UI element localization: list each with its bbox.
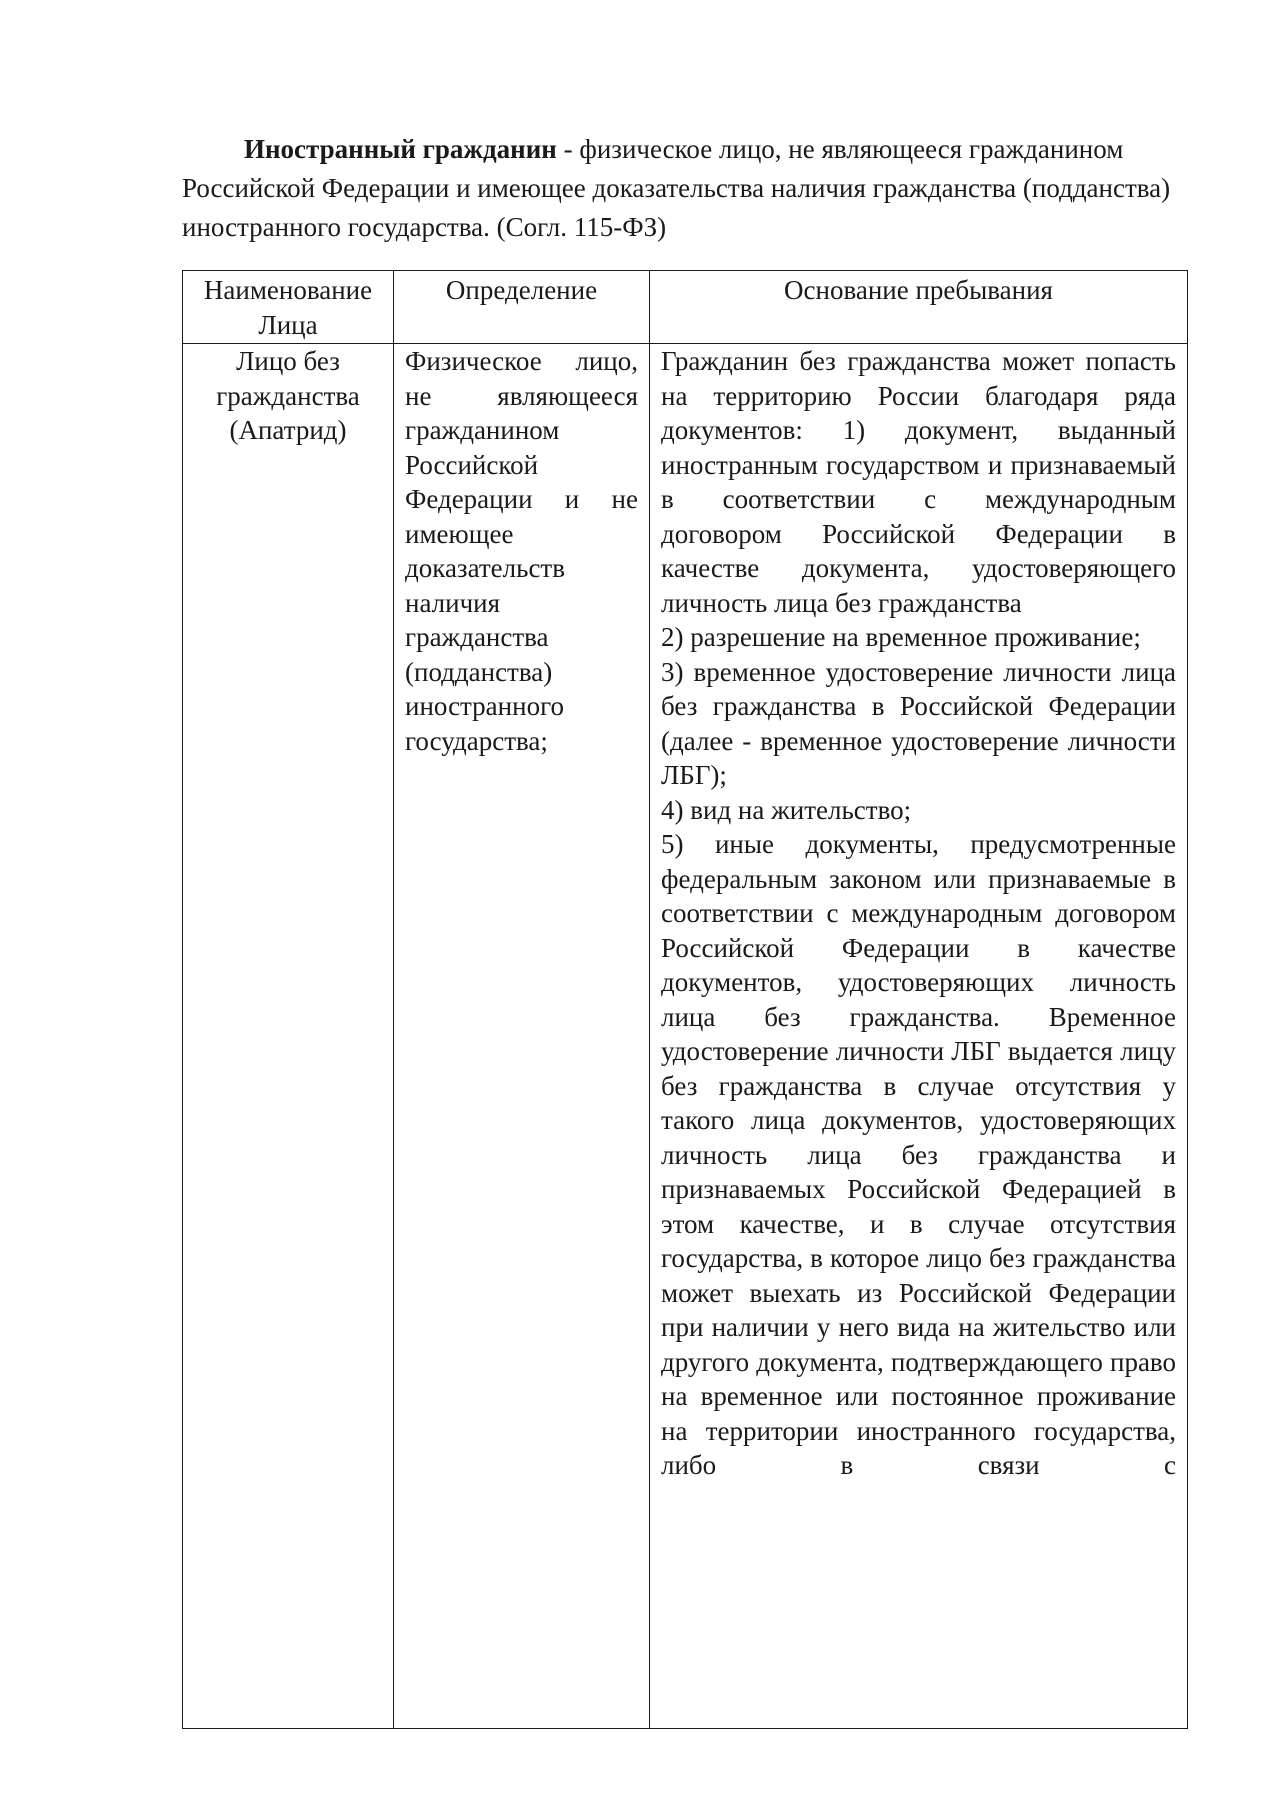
- intro-text: - физическое лицо, не являющееся гражданином Российской Федерации и имеющее доказательства наличия гражданства (подданства) иностранного государства. (Согл. 115-ФЗ): [182, 134, 1171, 242]
- basis-paragraph-3: 3) временное удостоверение личности лица без гражданства в Российской Федерации (далее - временное удостоверение личности ЛБГ);: [661, 656, 1176, 790]
- table-header-row: [183, 271, 1188, 344]
- cell-basis: [650, 344, 1188, 1729]
- header-name: Наименование Лица: [183, 271, 394, 344]
- cell-person-name: Лицо без гражданства (Апатрид): [183, 344, 394, 1729]
- basis-paragraph-4: 4) вид на жительство;: [661, 794, 912, 825]
- basis-paragraph-2: 2) разрешение на временное проживание;: [661, 622, 1141, 652]
- basis-paragraph-5: 5) иные документы, предусмотренные федеральным законом или признаваемые в соответствии с международным договором Российской Федерации в качестве документов, удостоверяющих личность лица без гражданства. Временное удостоверение личности ЛБГ выдается лицу без гражданства в случае отсутствия у такого лица документов, удостоверяющих личность лица без гражданства и признаваемых Российской Федерацией в этом качестве, и в случае отсутствия государства, в которое лицо без гражданства может выехать из Российской Федерации при наличии у него вида на жительство или другого документа, подтверждающего право на временное или постоянное проживание на территории иностранного государства, либо в связи с: [661, 829, 1176, 1480]
- persons-table: [182, 270, 1188, 1729]
- basis-paragraph-1: Гражданин без гражданства может попасть на территорию России благодаря ряда документов: 1) документ, выданный иностранным государством и признаваемый в соответствии с международным договором Российской Федерации в качестве документа, удостоверяющего личность лица без гражданства: [661, 346, 1176, 618]
- cell-definition: Физическое лицо, не являющееся гражданином Российской Федерации и не имеющее доказательств наличия гражданства (подданства) иностранного государства;: [394, 344, 650, 1729]
- intro-term: Иностранный гражданин: [244, 134, 557, 164]
- header-basis: Основание пребывания: [650, 271, 1188, 344]
- header-definition: Определение: [394, 271, 650, 344]
- table-row: [183, 344, 1188, 1729]
- intro-paragraph: [182, 130, 1192, 247]
